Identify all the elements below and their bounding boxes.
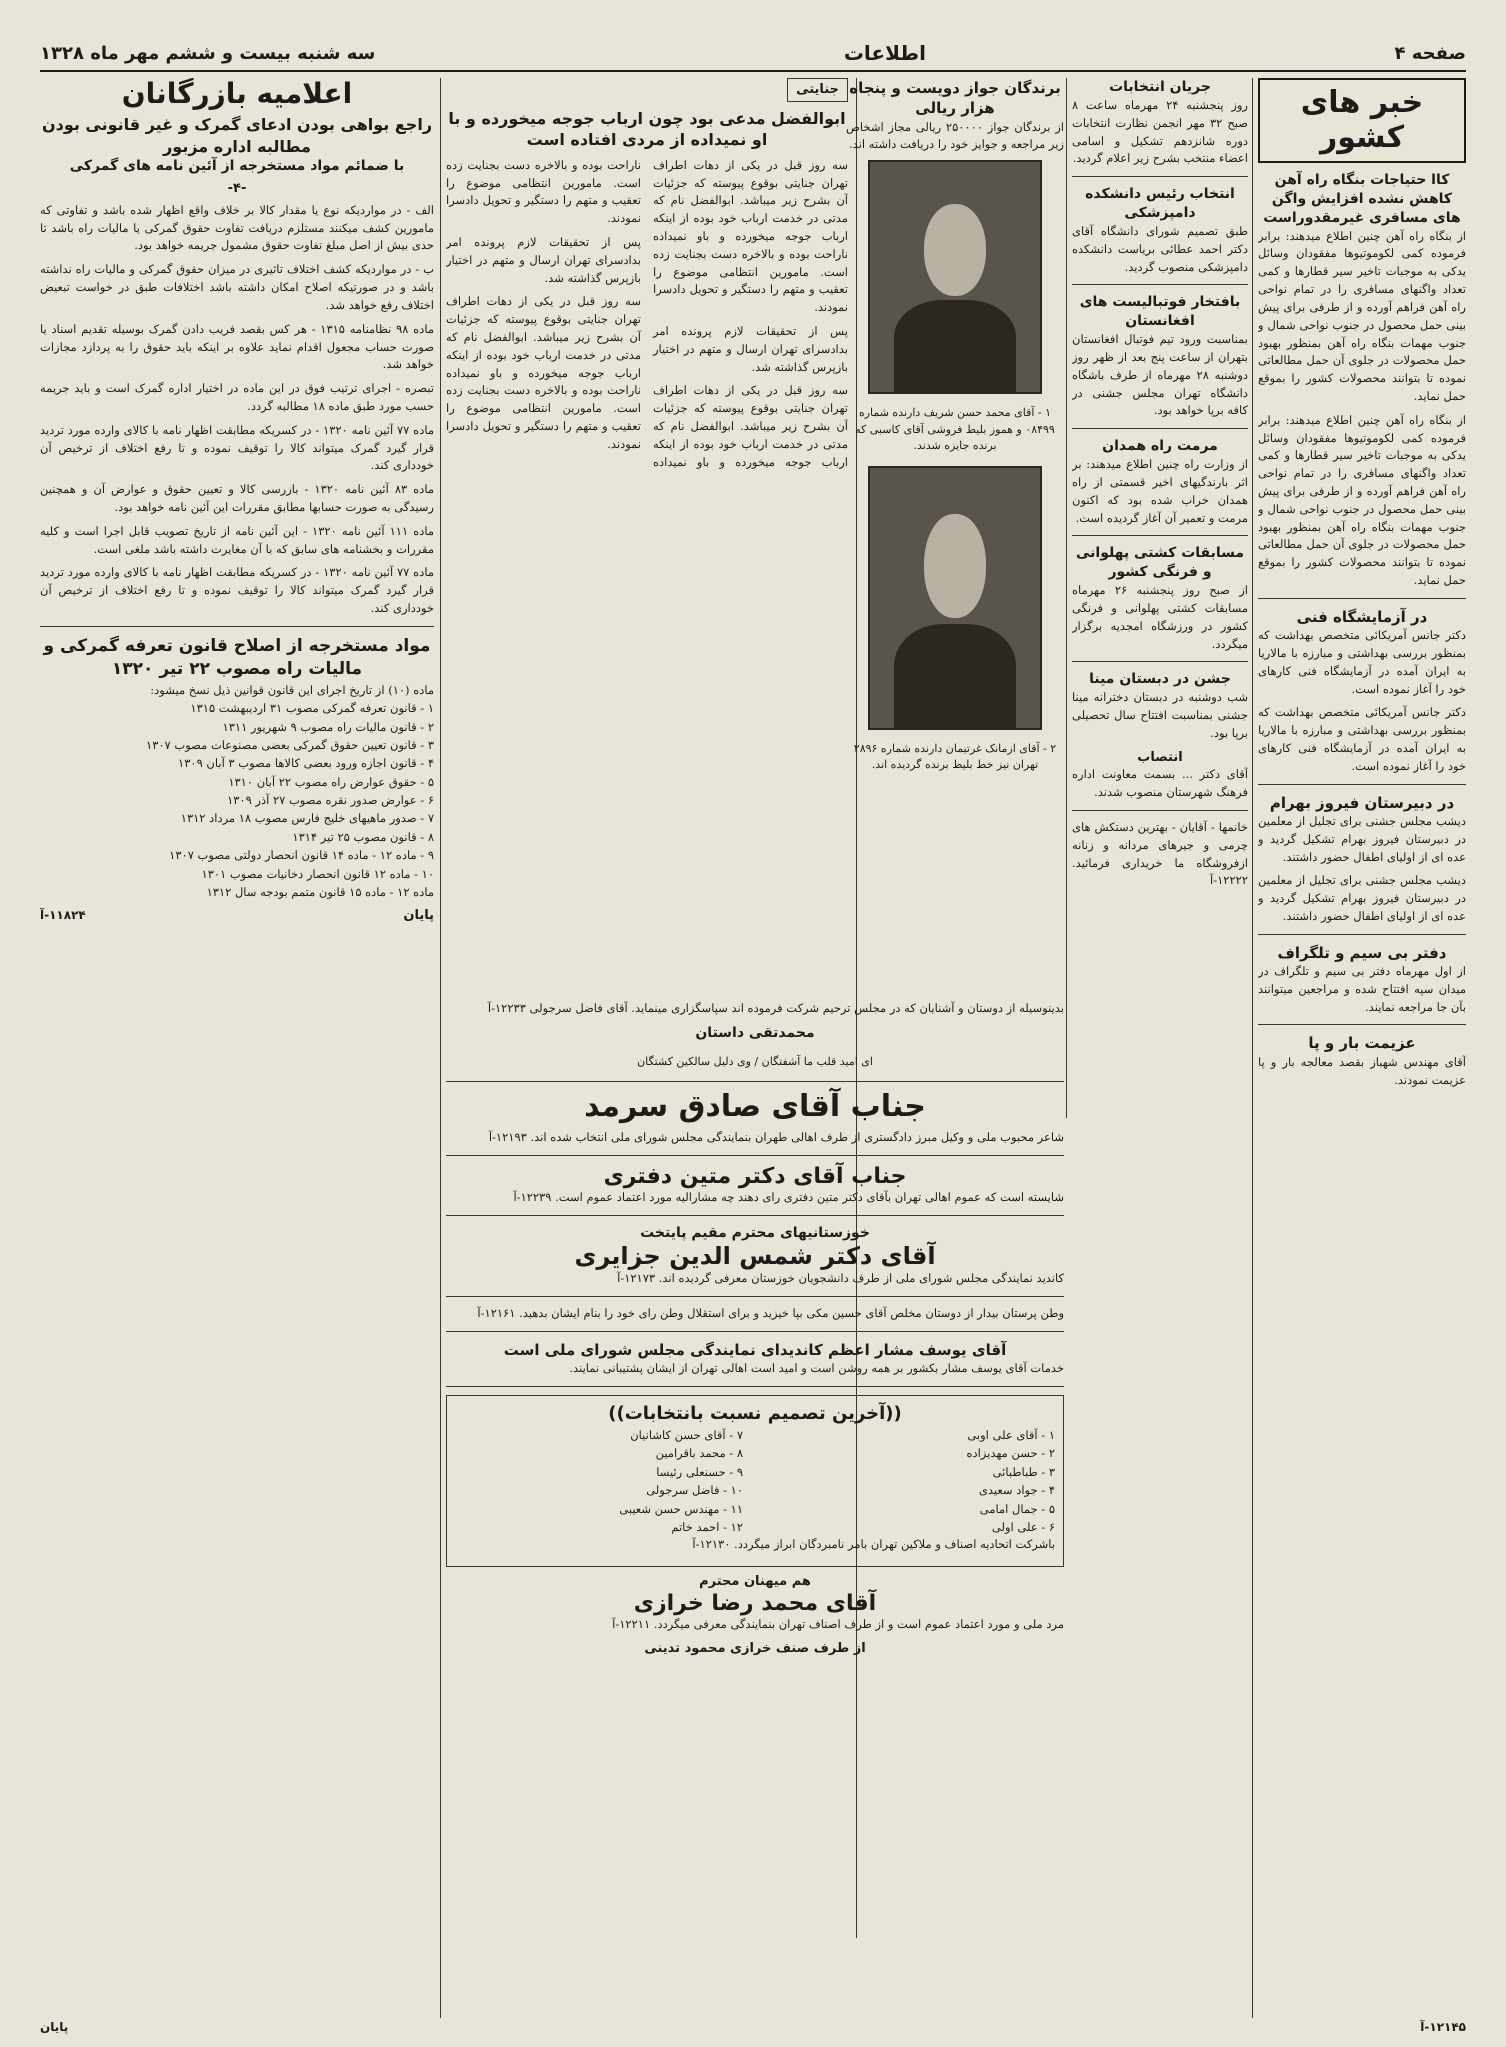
article-text: تبصره - اجرای ترتیب فوق در این ماده در اختیار اداره گمرک است و باید جریمه حسب مورد طبق ماده ۱۸ مطالبه گردد. — [40, 381, 434, 413]
page-footer — [40, 2020, 1466, 2034]
headline: بافتخار فوتبالیست های افغانستان — [1079, 294, 1241, 330]
list-item: ۳ - قانون تعیین حقوق گمرکی بعضی مصنوعات مصوب ۱۳۰۷ — [146, 737, 434, 752]
page-header — [40, 36, 1466, 72]
article-text: ماده ۷۷ آئین نامه ۱۳۲۰ - در کسریکه مطابقت اظهار نامه با کالای وارده مورد تردید قرار گیرد گمرک میتواند کالا را توقیف نموده و تا رفع اختلاف از ترخیص آن خودداری کند. — [40, 565, 434, 616]
headline: ((آخرین تصمیم نسبت بانتخابات)) — [608, 1402, 902, 1424]
column-election-notices — [446, 1000, 1064, 2010]
advertisement: خانمها - آقایان - بهترین دستکش های چرمی و جیرهای مردانه و زنانه ازفروشگاه ما خریداری فرمائید. ۱۲۲۲۲-آ — [1072, 819, 1248, 888]
signature: محمدتقی داستان — [695, 1024, 815, 1041]
article-text: شاعر محبوب ملی و وکیل مبرز دادگستری از طرف اهالی طهران بنمایندگی مجلس شورای ملی انتخاب شده اند. ۱۲۱۹۳-آ — [488, 1129, 1064, 1144]
article-text: وطن پرستان بیدار از دوستان مخلص آقای حسین مکی بپا خیزید و برای استقلال وطن رای خود را بنام ایشان بدهید. ۱۲۱۶۱-آ — [477, 1305, 1064, 1320]
article-text: طبق تصمیم شورای دانشگاه آقای دکتر احمد عطائی بریاست دانشکده دامپزشکی منصوب گردید. — [1072, 223, 1248, 274]
headline: جشن در دبستان مینا — [1089, 671, 1231, 688]
issue-date: سه شنبه بیست و ششم مهر ماه ۱۳۲۸ — [40, 42, 376, 64]
signature: از طرف صنف خرازی محمود تدینی — [644, 1640, 866, 1656]
article-text: سه روز قبل در یکی از دهات اطراف تهران جنایتی بوقوع پیوسته که جزئیات آن بشرح زیر میباشد. ابوالفضل نام که مدتی در خدمت ارباب خود بوده از اینکه ارباب جوجه میخورده و باو نمیداده ناراحت بوده و بالاخره دست بجنایت زده است. مامورین انتظامی موضوع را تعقیب و متهم را دستگیر و تحویل دادسرا نمودند. — [446, 294, 641, 451]
article-text: سه روز قبل در یکی از دهات اطراف تهران جنایتی بوقوع پیوسته که جزئیات آن بشرح زیر میباشد. ابوالفضل نام که مدتی در خدمت ارباب خود بوده از اینکه ارباب جوجه میخورده و باو نمیداده ناراحت بوده و بالاخره دست بجنایت زده است. مامورین انتظامی موضوع را تعقیب و متهم را دستگیر و تحویل دادسرا نمودند. — [653, 157, 848, 315]
section-title: اعلامیه بازرگانان — [121, 78, 353, 110]
list-item: ۸ - محمد باقرامین — [655, 1446, 743, 1461]
page-number: صفحه ۴ — [1394, 42, 1466, 64]
article-text: آقای دکتر ... بسمت معاونت اداره فرهنگ شهرستان منصوب شدند. — [1072, 767, 1248, 800]
article-text: پس از تحقیقات لازم پرونده امر بدادسرای تهران ارسال و متهم در اختیار بازپرس گذاشته شد. — [653, 324, 848, 374]
article-text: از برندگان جواز ۲۵۰۰۰۰ ریالی مجاز اشخاص زیر مراجعه و جوایز خود را دریافت داشته اند. — [846, 119, 1064, 152]
headline: انتصاب — [1137, 749, 1183, 765]
article-text: خدمات آقای یوسف مشار بکشور بر همه روشن است و امید است اهالی تهران از ایشان پشتیبانی نمایند. — [569, 1360, 1064, 1375]
ad-code: ۱۱۸۲۴-آ — [40, 908, 86, 923]
election-box — [446, 1395, 1064, 1567]
list-item: ۴ - جواد سعیدی — [978, 1483, 1055, 1498]
headline: راجع بواهی بودن ادعای گمرک و غیر قانونی بودن مطالبه اداره مزبور — [41, 115, 433, 156]
headline: جریان انتخابات — [1109, 79, 1211, 95]
article-text: ماده ۸۳ آئین نامه ۱۳۲۰ - بازرسی کالا و تعیین حقوق و عوارض آن و همچنین رسیدگی به صورت حسابها مطابق مقررات این آئین نامه خواهد بود. — [40, 482, 434, 514]
candidate-name: آقای محمد رضا خرازی — [633, 1590, 877, 1616]
article-text: ب - در مواردیکه کشف اختلاف تاثیری در میزان حقوق گمرکی و مالیات راه نداشته باشد و در صورتیکه اصلاح امکان داشته باشد اختلافات طبق در خواست تبعیض اختلاف رفع خواهد شد. — [40, 262, 434, 312]
law-list — [40, 681, 434, 902]
article-text: آقای مهندس شهباز بقصد معالجه بار و پا عزیمت نمودند. — [1258, 1054, 1466, 1087]
section-title: خبر های کشور — [1258, 78, 1466, 163]
list-item: ماده (۱۰) از تاریخ اجرای این قانون قوانین ذیل نسخ میشود: — [150, 682, 434, 697]
section-number: -۴- — [227, 181, 247, 197]
headline: در آزمایشگاه فنی — [1296, 607, 1428, 626]
article-text: از بنگاه راه آهن چنین اطلاع میدهند: برابر فرموده کمی لکوموتیوها مفقودان وسائل یدکی به موجبات تاخیر سیر قطارها و کمی تعداد واگنهای مسافری را در تمام نواحی راه آهن فراهم آورده و از طرفی برای پیش بینی حمل محصول در جنوب نواحی شمال و جنوب مهمات بنگاه راه آهن بمنظور بهبود حمل محصولات در جلوی آن حمل مطالعاتی نموده تا بتوانند محصولات کشور را بموقع حمل نماید. — [1258, 412, 1466, 588]
article-text: روز پنجشنبه ۲۴ مهرماه ساعت ۸ صبح ۳۲ مهر انجمن نظارت انتخابات دوره شانزدهم تشکیل و اسامی اعضاء منتخب بشرح زیر اعلام گردید. — [1072, 97, 1248, 166]
thanks-notice: بدینوسیله از دوستان و آشنایان که در مجلس ترحیم شرکت فرموده اند سپاسگزاری مینماید. آقای فاضل سرجولی ۱۲۲۳۳-آ — [487, 1001, 1064, 1015]
headline: دفتر بی سیم و تلگراف — [1277, 943, 1447, 962]
headline: مرمت راه همدان — [1102, 438, 1218, 455]
article-text: ماده ۱۱۱ آئین نامه ۱۳۲۰ - این آئین نامه از تاریخ تصویب قابل اجرا است و کلیه مقررات و بخشنامه های سابق که با آن مغایرت داشته باشد ملغی است. — [40, 523, 434, 556]
article-text: دکتر جانس آمریکائی متخصص بهداشت که بمنظور بررسی بهداشتی و مبارزه با مالاریا به ایران آمده در آزمایشگاه فنی کارهای خود را آغاز نموده است. — [1258, 628, 1466, 696]
photo-caption: ۱ - آقای محمد حسن شریف دارنده شماره ۰۸۴۹۹ و هموز بلیط فروشی آقای کاسبی که برنده جایزه شدند. — [855, 406, 1055, 453]
article-text: پس از تحقیقات لازم پرونده امر بدادسرای تهران ارسال و متهم در اختیار بازپرس گذاشته شد. — [446, 234, 641, 285]
winner-photo — [868, 160, 1042, 394]
footer-right: ۱۲۱۴۵-آ — [1420, 2020, 1466, 2034]
headline: عزیمت بار و پا — [1308, 1034, 1416, 1053]
candidate-name: جناب آقای دکتر متین دفتری — [603, 1163, 907, 1189]
list-item: ۱ - آقای علی اوبی — [967, 1428, 1055, 1443]
headline: خوزستانیهای محترم مقیم پایتخت — [640, 1224, 870, 1241]
column-lottery — [846, 78, 1064, 1018]
article-text: شب دوشنبه در دبستان دخترانه مینا جشنی بمناسبت افتتاح سال تحصیلی برپا بود. — [1072, 690, 1248, 740]
list-item: ۹ - ماده ۱۲ - ماده ۱۴ قانون انحصار دولتی مصوب ۱۳۰۷ — [169, 848, 434, 863]
column-rule — [1252, 78, 1253, 2018]
headline: هم میهنان محترم — [699, 1574, 811, 1590]
headline: برندگان جواز دویست و پنجاه هزار ریالی — [849, 79, 1061, 118]
article-text: از وزارت راه چنین اطلاع میدهند: بر اثر بارندگیهای اخیر قسمتی از راه همدان خراب شده بود که اکنون مرمت و تعمیر آن آغاز گردیده است. — [1072, 457, 1248, 525]
poem: ای امید قلب ما آشفتگان / وی دلیل سالکین کشتگان — [637, 1054, 873, 1068]
article-text: ماده ۷۷ آئین نامه ۱۳۲۰ - در کسریکه مطابقت اظهار نامه با کالای وارده مورد تردید قرار گیرد گمرک میتواند کالا را توقیف نموده و تا رفع اختلاف از ترخیص آن خودداری کند. — [40, 422, 434, 473]
section-label: جنایتی — [787, 78, 848, 102]
article-text: دیشب مجلس جشنی برای تجلیل از معلمین در دبیرستان فیروز بهرام تشکیل گردید و عده ای از اولیای اطفال حضور داشتند. — [1258, 873, 1466, 923]
list-item: ۲ - قانون مالیات راه مصوب ۹ شهریور ۱۳۱۱ — [222, 719, 434, 734]
headline: با ضمائم مواد مستخرجه از آئین نامه های گمرکی — [69, 158, 405, 175]
list-item: ۱۰ - فاضل سرجولی — [646, 1483, 743, 1498]
list-item: ماده ۱۲ - ماده ۱۵ قانون متمم بودجه سال ۱۳۱۲ — [206, 885, 434, 900]
article-text: شایسته است که عموم اهالی تهران بآقای دکتر متین دفتری رای دهند چه مشارالیه مورد اعتماد عموم است. ۱۲۲۳۹-آ — [513, 1189, 1064, 1204]
article-text: بمناسبت ورود تیم فوتبال افغانستان بتهران از ساعت پنج بعد از ظهر روز دوشنبه ۲۸ مهرماه از طرف باشگاه دانشگاه تهران مجلس جشنی در کافه برپا خواهد بود. — [1072, 332, 1248, 418]
column-crime — [446, 78, 848, 998]
list-item: ۸ - قانون مصوب ۲۵ تیر ۱۳۱۴ — [292, 829, 434, 844]
headline: انتخاب رئیس دانشکده دامپزشکی — [1085, 186, 1235, 222]
list-item: ۷ - صدور ماهیهای خلیج فارس مصوب ۱۸ مرداد ۱۳۱۲ — [180, 811, 434, 826]
headline: ابوالفضل مدعی بود چون ارباب جوجه میخورده و با او نمیداده از مردی افتاده است — [448, 108, 846, 150]
list-item: ۹ - حسنعلی رئیسا — [656, 1464, 743, 1479]
article-text: سه روز قبل در یکی از دهات اطراف تهران جنایتی بوقوع پیوسته که جزئیات آن بشرح زیر میباشد. ابوالفضل نام که مدتی در خدمت ارباب خود بوده از اینکه ارباب جوجه میخورده و باو نمیداده ناراحت بوده و بالاخره دست بجنایت زده است. مامورین انتظامی موضوع را تعقیب و متهم را دستگیر و تحویل دادسرا نمودند. — [446, 157, 848, 469]
column-country-news — [1258, 78, 1466, 2018]
list-item: ۵ - جمال امامی — [979, 1501, 1055, 1516]
headline: آقای یوسف مشار اعظم کاندیدای نمایندگی مجلس شورای ملی است — [503, 1340, 1007, 1359]
article-text: از اول مهرماه دفتر بی سیم و تلگراف در میدان سپه افتتاح شده و مراجعین میتوانند بآن جا مراجعه نمایند. — [1258, 964, 1466, 1014]
list-item: ۶ - عوارض صدور نقره مصوب ۲۷ آذر ۱۳۰۹ — [227, 793, 434, 808]
footer-left: پایان — [40, 2020, 69, 2034]
article-text: باشرکت اتحادیه اصناف و ملاکین تهران بامر نامبردگان ابراز میگردد. ۱۲۱۳۰-آ — [692, 1537, 1055, 1552]
headline: مواد مستخرجه از اصلاح قانون تعرفه گمرکی و مالیات راه مصوب ۲۲ تیر ۱۳۲۰ — [43, 635, 431, 679]
photo-caption: ۲ - آقای ازمانک غرتیمان دارنده شماره ۲۸۹۶ تهران نیز خط بلیط برنده گردیده اند. — [853, 741, 1057, 772]
end-marker: پایان — [403, 908, 434, 924]
list-item: ۱۲ - احمد خاتم — [671, 1520, 743, 1535]
list-item: ۲ - حسن مهدیزاده — [966, 1446, 1055, 1461]
article-text: کاندید نمایندگی مجلس شورای ملی از طرف دانشجویان خوزستان معرفی گردیده اند. ۱۲۱۷۳-آ — [617, 1271, 1064, 1286]
list-item: ۱ - قانون تعرفه گمرکی مصوب ۳۱ اردیبهشت ۱۳۱۵ — [190, 701, 434, 716]
paper-name: اطلاعات — [843, 41, 926, 65]
column-rule — [440, 78, 441, 2018]
list-item: ۴ - قانون اجازه ورود بعضی کالاها مصوب ۳ آبان ۱۳۰۹ — [178, 756, 434, 771]
column-rule — [1066, 78, 1067, 1118]
headline: مسابقات کشتی پهلوانی و فرنگی کشور — [1075, 545, 1245, 581]
column-elections — [1072, 78, 1248, 1118]
article-text: مرد ملی و مورد اعتماد عموم است و از طرف اصناف تهران بنمایندگی معرفی میگردد. ۱۲۲۱۱-آ — [612, 1617, 1064, 1632]
list-item: ۵ - حقوق عوارض راه مصوب ۲۲ آبان ۱۳۱۰ — [228, 774, 434, 789]
article-text: ماده ۹۸ نظامنامه ۱۳۱۵ - هر کس بقصد فریب دادن گمرک بوسیله تقدیم اسناد یا صورت حساب مجعول اقدام نماید علاوه بر اینکه باید حقوق را به پردازد مجازات خواهد شد. — [40, 321, 434, 372]
article-text: دیشب مجلس جشنی برای تجلیل از معلمین در دبیرستان فیروز بهرام تشکیل گردید و عده ای از اولیای اطفال حضور داشتند. — [1258, 813, 1466, 864]
list-item: ۱۱ - مهندس حسن شعیبی — [619, 1501, 743, 1516]
candidate-name: جناب آقای صادق سرمد — [584, 1089, 926, 1125]
winner-photo — [868, 466, 1042, 730]
candidate-name: آقای دکتر شمس الدین جزایری — [574, 1241, 936, 1270]
column-merchants — [40, 78, 434, 2018]
article-text: دکتر جانس آمریکائی متخصص بهداشت که بمنظور بررسی بهداشتی و مبارزه با مالاریا به ایران آمده در آزمایشگاه فنی کارهای خود را آغاز نموده است. — [1258, 705, 1466, 773]
list-item: ۱۰ - ماده ۱۲ قانون انحصار دخانیات مصوب ۱۳۰۱ — [201, 866, 434, 881]
list-item: ۶ - علی اولی — [991, 1520, 1055, 1535]
list-item: ۳ - طباطبائی — [992, 1464, 1055, 1479]
article-text: از صبح روز پنجشنبه ۲۶ مهرماه مسابقات کشتی پهلوانی و فرنگی کشور در ورزشگاه امجدیه برگزار میگردد. — [1072, 583, 1248, 651]
article-text: الف - در مواردیکه نوع یا مقدار کالا بر خلاف واقع اظهار شده باشد و تفاوتی که مامورین کشف میکنند مستلزم دریافت تفاوت حقوق گمرکی یا مالیات راه باشد تا حدی بیش از اصل مبلغ تفاوت حقوق مشمول جریمه خواهد بود. — [40, 202, 434, 253]
headline: کاا حتیاجات بنگاه راه آهن کاهش نشده افزایش واگن های مسافری غیرمقدوراست — [1263, 172, 1461, 226]
article-text: از بنگاه راه آهن چنین اطلاع میدهند: برابر فرموده کمی لکوموتیوها مفقودان وسائل یدکی به موجبات تاخیر سیر قطارها و کمی تعداد واگنهای مسافری را در تمام نواحی راه آهن فراهم آورده و از طرفی برای پیش بینی حمل محصول در جنوب نواحی شمال و جنوب مهمات بنگاه راه آهن بمنظور بهبود حمل محصولات در جلوی آن حمل مطالعاتی نموده تا بتوانند محصولات کشور را بموقع حمل نماید. — [1258, 228, 1466, 403]
headline: در دبیرستان فیروز بهرام — [1269, 793, 1455, 812]
list-item: ۷ - آقای حسن کاشانیان — [630, 1428, 743, 1443]
